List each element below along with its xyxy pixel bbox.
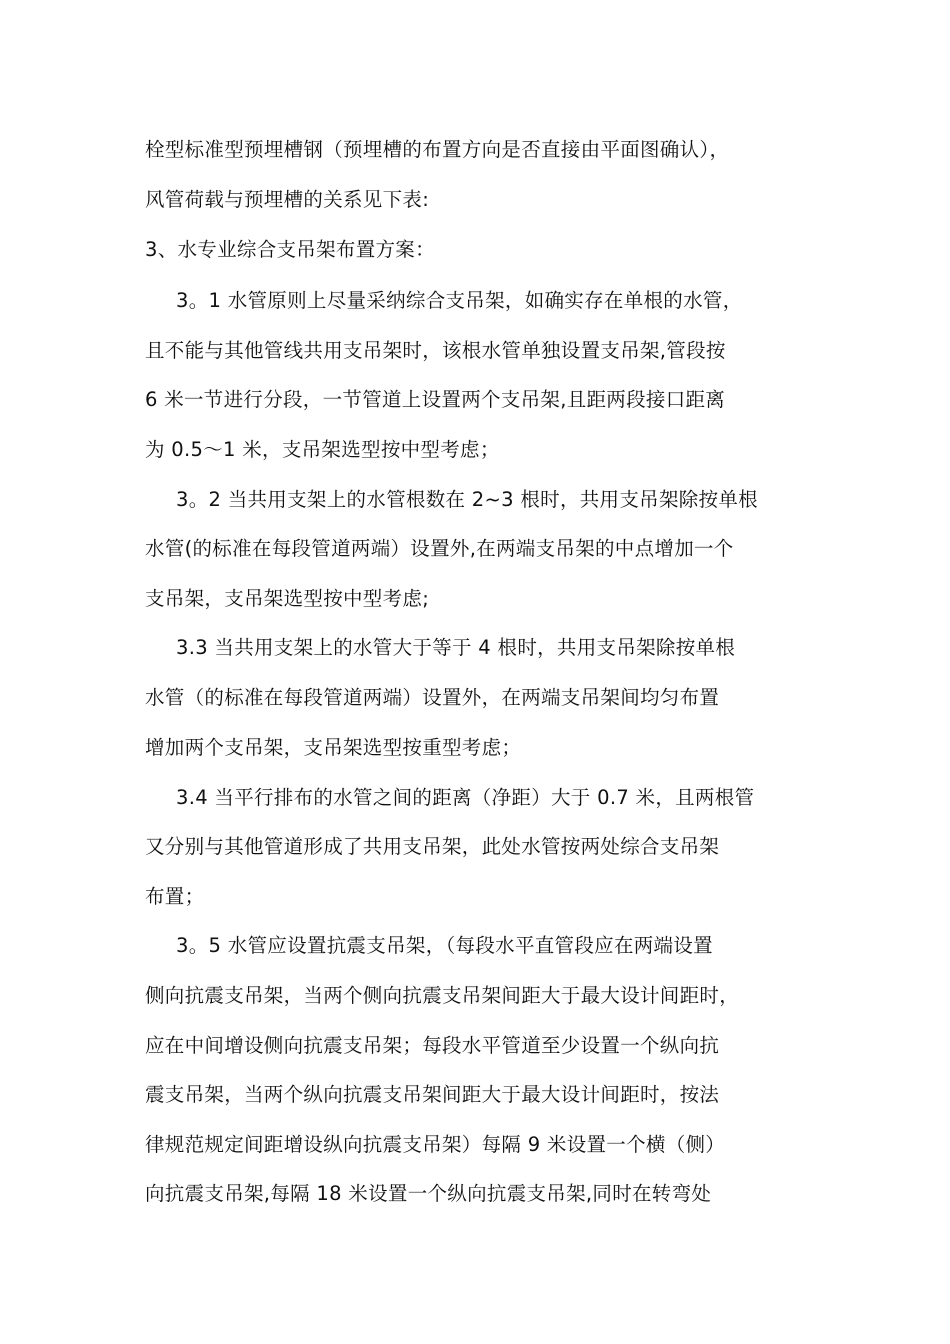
text-line-11: 3.3 当共用支架上的水管大于等于 4 根时，共用支吊架除按单根 bbox=[176, 636, 736, 659]
text-line-21: 律规范规定间距增设纵向抗震支吊架）每隔 9 米设置一个横（侧） bbox=[145, 1133, 726, 1156]
text-line-9: 水管(的标准在每段管道两端）设置外,在两端支吊架的中点增加一个 bbox=[145, 537, 734, 560]
text-line-1: 栓型标准型预埋槽钢（预埋槽的布置方向是否直接由平面图确认）， bbox=[145, 138, 730, 161]
text-line-17: 3。5 水管应设置抗震支吊架，（每段水平直管段应在两端设置 bbox=[176, 934, 713, 957]
text-line-20: 震支吊架，当两个纵向抗震支吊架间距大于最大设计间距时，按法 bbox=[145, 1083, 720, 1106]
text-line-7: 为 0.5～1 米，支吊架选型按中型考虑； bbox=[145, 438, 500, 461]
text-line-13: 增加两个支吊架，支吊架选型按重型考虑； bbox=[145, 736, 522, 759]
text-line-6: 6 米一节进行分段，一节管道上设置两个支吊架,且距两段接口距离 bbox=[145, 388, 726, 411]
text-line-2: 风管荷载与预埋槽的关系见下表: bbox=[145, 188, 430, 211]
text-line-22: 向抗震支吊架,每隔 18 米设置一个纵向抗震支吊架,同时在转弯处 bbox=[145, 1182, 712, 1205]
text-line-16: 布置； bbox=[145, 885, 205, 908]
text-line-18: 侧向抗震支吊架，当两个侧向抗震支吊架间距大于最大设计间距时， bbox=[145, 984, 740, 1007]
text-line-4: 3。1 水管原则上尽量采纳综合支吊架，如确实存在单根的水管， bbox=[176, 289, 743, 312]
text-line-10: 支吊架，支吊架选型按中型考虑; bbox=[145, 587, 430, 610]
text-line-19: 应在中间增设侧向抗震支吊架；每段水平管道至少设置一个纵向抗 bbox=[145, 1034, 720, 1057]
text-line-12: 水管（的标准在每段管道两端）设置外，在两端支吊架间均匀布置 bbox=[145, 686, 720, 709]
text-line-14: 3.4 当平行排布的水管之间的距离（净距）大于 0.7 米，且两根管 bbox=[176, 786, 755, 809]
text-line-5: 且不能与其他管线共用支吊架时，该根水管单独设置支吊架,管段按 bbox=[145, 339, 726, 362]
text-line-15: 又分别与其他管道形成了共用支吊架，此处水管按两处综合支吊架 bbox=[145, 835, 720, 858]
section-heading-3: 3、水专业综合支吊架布置方案： bbox=[145, 238, 435, 261]
text-line-8: 3。2 当共用支架上的水管根数在 2~3 根时，共用支吊架除按单根 bbox=[176, 488, 758, 511]
